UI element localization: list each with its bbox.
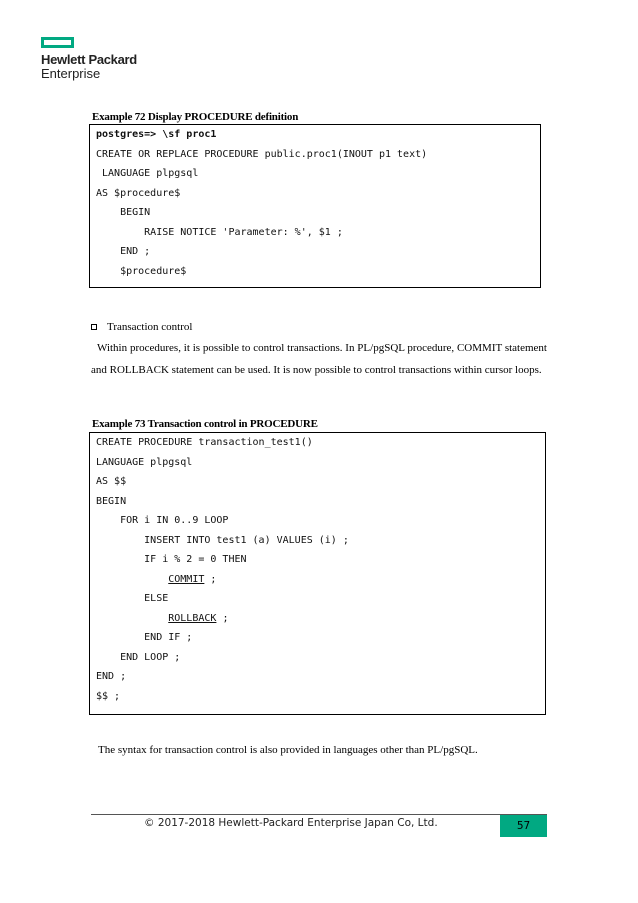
example-73-code-block [89, 432, 546, 715]
closing-paragraph: The syntax for transaction control is also provided in languages other than PL/pgSQL. [98, 744, 478, 756]
example-72-caption: Example 72 Display PROCEDURE definition [92, 111, 299, 123]
code-line: CREATE OR REPLACE PROCEDURE public.proc1(INOUT p1 text) [96, 148, 428, 160]
code-line-commit: COMMIT ; [168, 573, 217, 585]
code-line: AS $$ [96, 476, 127, 487]
commit-keyword: COMMIT [168, 573, 205, 585]
footer-copyright: © 2017-2018 Hewlett-Packard Enterprise Japan Co, Ltd. [144, 817, 438, 829]
square-bullet-icon [91, 324, 97, 330]
example-72-code-block [89, 124, 541, 288]
logo-line-2: Enterprise [41, 66, 101, 81]
bullet-item [91, 321, 192, 333]
page-number: 57 [500, 815, 547, 837]
body-paragraph [91, 338, 547, 381]
code-line: FOR i IN 0..9 LOOP [96, 515, 229, 526]
code-line: LANGUAGE plpgsql [96, 168, 199, 179]
code-line: END IF ; [96, 632, 193, 643]
code-line: LANGUAGE plpgsql [96, 456, 193, 468]
paragraph-text: Within procedures, it is possible to control transactions. In PL/pgSQL procedure, COMMIT statement and ROLLBACK statement can be used. It is now possible to control transactions within cursor loops. [91, 342, 547, 376]
company-logo [41, 37, 137, 81]
bullet-label: Transaction control [107, 321, 193, 333]
footer-divider [91, 814, 547, 815]
code-line: END ; [96, 671, 127, 682]
example-73-caption: Example 73 Transaction control in PROCEDURE [92, 418, 318, 430]
logo-line-1: Hewlett Packard [41, 52, 137, 67]
code-line: ELSE [96, 593, 169, 604]
rollback-keyword: ROLLBACK [168, 612, 217, 624]
code-line: INSERT INTO test1 (a) VALUES (i) ; [96, 534, 349, 546]
code-line: AS $procedure$ [96, 187, 181, 199]
code-line: BEGIN [96, 495, 127, 507]
code-line: $procedure$ [96, 265, 187, 277]
code-line: BEGIN [96, 207, 151, 218]
code-line: postgres=> \sf proc1 [96, 129, 217, 140]
code-line: RAISE NOTICE 'Parameter: %', $1 ; [96, 226, 343, 238]
code-line: CREATE PROCEDURE transaction_test1() [96, 437, 313, 448]
code-line: END ; [96, 246, 151, 257]
code-line: END LOOP ; [96, 651, 181, 663]
logo-mark [41, 37, 74, 48]
code-line-rollback: ROLLBACK ; [168, 612, 229, 624]
code-line: IF i % 2 = 0 THEN [96, 554, 247, 565]
logo-wordmark [41, 53, 137, 81]
code-line: $$ ; [96, 690, 121, 702]
